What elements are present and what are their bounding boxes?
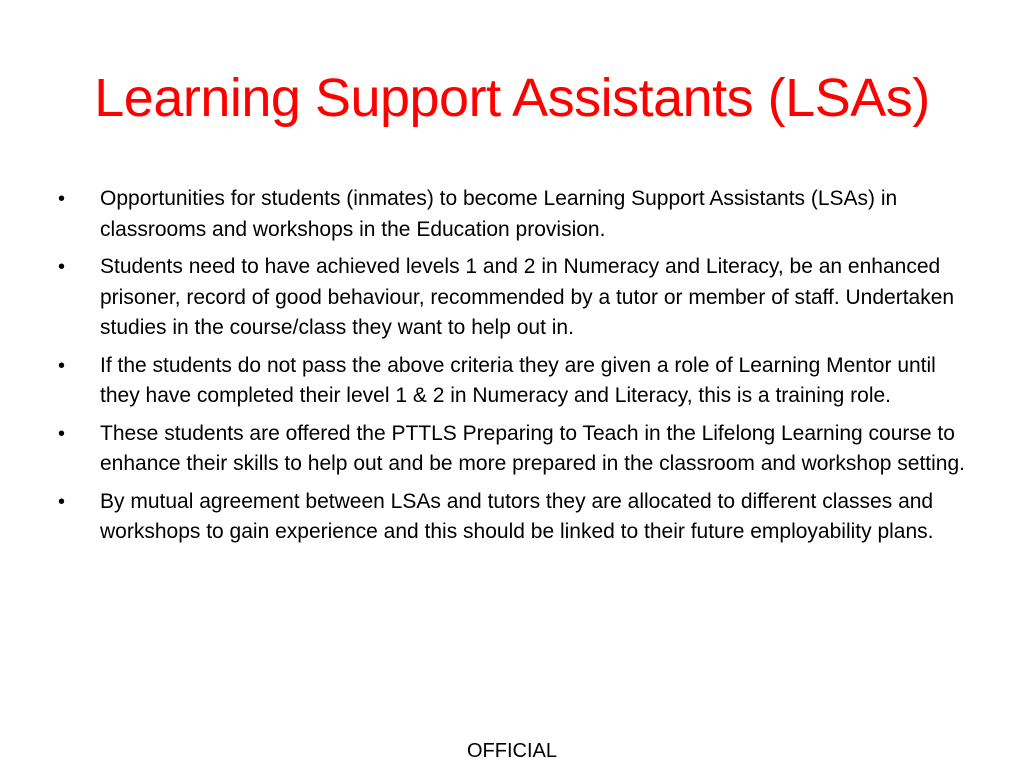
bullet-item bbox=[56, 184, 976, 245]
slide-title: Learning Support Assistants (LSAs) bbox=[94, 68, 930, 128]
bullet-item bbox=[56, 487, 976, 548]
bullet-item bbox=[56, 252, 976, 344]
bullet-icon: • bbox=[58, 354, 66, 377]
bullet-icon: • bbox=[58, 188, 66, 210]
bullet-icon: • bbox=[58, 422, 66, 445]
footer-classification: OFFICIAL bbox=[466, 740, 557, 762]
bullet-text: Opportunities for students (inmates) to become Learning Support Assistants (LSAs) in classrooms and workshops in the Education provision. bbox=[100, 187, 898, 241]
bullet-text: Students need to have achieved levels 1 and 2 in Numeracy and Literacy, be an enhanced prisoner, record of good behaviour, recommended by a tutor or member of staff. Undertaken studies in the course/class they want to help out in. bbox=[100, 255, 955, 339]
bullet-text: By mutual agreement between LSAs and tutors they are allocated to different classes and workshops to gain experience and this should be linked to their future employability plans. bbox=[100, 489, 934, 543]
bullet-text: If the students do not pass the above criteria they are given a role of Learning Mentor until they have completed their level 1 & 2 in Numeracy and Literacy, this is a training role. bbox=[100, 353, 936, 407]
bullet-item bbox=[56, 419, 976, 480]
bullet-text: These students are offered the PTTLS Preparing to Teach in the Lifelong Learning course to enhance their skills to help out and be more prepared in the classroom and workshop setting. bbox=[100, 421, 965, 475]
bullet-icon: • bbox=[58, 256, 66, 278]
bullet-icon: • bbox=[58, 490, 66, 513]
bullet-list bbox=[56, 184, 976, 555]
bullet-item bbox=[56, 351, 976, 412]
